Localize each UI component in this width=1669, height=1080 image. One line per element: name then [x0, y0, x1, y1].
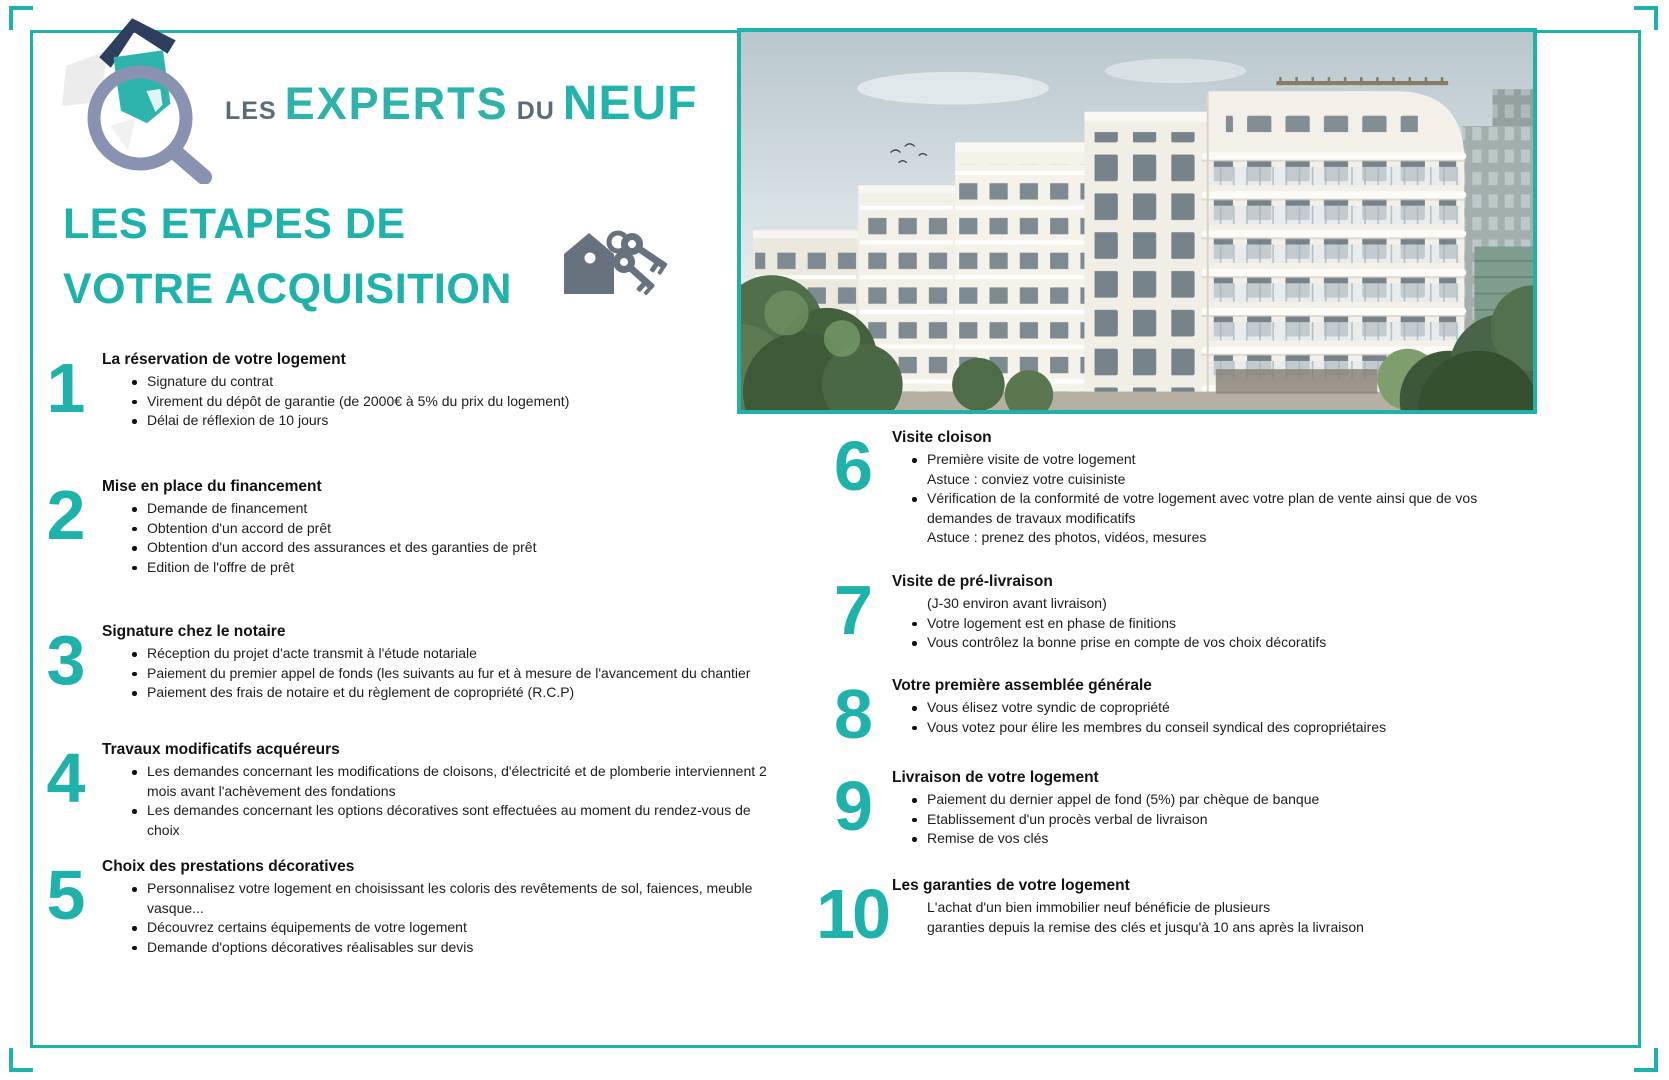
corner-bracket-bottom-right: [1634, 1048, 1658, 1072]
step-body: [92, 350, 782, 431]
page-title-line1: LES ETAPES DE: [63, 200, 406, 248]
bullet-dot-icon: [132, 672, 137, 677]
step-body: [889, 768, 1532, 849]
step-number: 8: [834, 675, 870, 753]
step-title: Les garanties de votre logement: [892, 877, 1130, 894]
step-item-text: Astuce : prenez des photos, vidéos, mesures: [927, 529, 1207, 545]
step-body: [889, 676, 1532, 737]
step-item-text: Votre logement est en phase de finitions: [927, 614, 1177, 631]
step: [40, 477, 840, 577]
step-item-text: Obtention d'un accord de prêt: [147, 519, 332, 536]
bullet-dot-icon: [132, 809, 137, 814]
step-item-text: Vous élisez votre syndic de copropriété: [927, 699, 1170, 715]
step-item-text: Les demandes concernant les options décoratives sont effectuées au moment du rendez-vous de choix: [147, 802, 751, 838]
step-item: [102, 918, 782, 938]
corner-bracket-top-left: [9, 6, 33, 30]
step-item-text: Paiement des frais de notaire et du règlement de copropriété (R.C.P): [147, 684, 575, 700]
step-title: Visite de pré-livraison: [892, 573, 1053, 590]
step-number: 5: [46, 856, 86, 934]
step: [40, 857, 840, 957]
step-item: [102, 411, 782, 431]
step-number: 6: [834, 427, 870, 505]
bullet-dot-icon: [132, 527, 137, 532]
step-item: [892, 614, 1532, 634]
step-item: [892, 633, 1532, 653]
step: [815, 572, 1560, 653]
step-item-text: Les demandes concernant les modifications de cloisons, d'électricité et de plomberie interviennent 2 mois avant l'achèvement des fondations: [147, 763, 767, 799]
logo-word-experts: EXPERTS: [284, 78, 509, 129]
logo-word-les: LES: [225, 97, 277, 125]
step-title: Mise en place du financement: [102, 478, 322, 495]
step-item-text: Personnalisez votre logement en choisissant les coloris des revêtements de sol, faiences, meuble vasque...: [147, 880, 753, 916]
step-item-text: Signature du contrat: [147, 373, 274, 389]
step-item: [892, 718, 1532, 738]
bullet-dot-icon: [912, 837, 917, 842]
step-item-text: L'achat d'un bien immobilier neuf bénéficie de plusieurs: [927, 899, 1271, 915]
bullet-dot-icon: [132, 652, 137, 657]
steps-column-left: [40, 0, 840, 1080]
bullet-dot-icon: [132, 400, 137, 405]
step-item-text: Astuce : conviez votre cuisiniste: [927, 470, 1126, 487]
step-item: [102, 538, 782, 558]
step-number: 7: [834, 571, 870, 649]
step-item: [102, 801, 782, 840]
bullet-dot-icon: [912, 706, 917, 711]
step-body: [889, 428, 1532, 548]
step-item: [892, 450, 1532, 470]
step-item-text: Vous contrôlez la bonne prise en compte de vos choix décoratifs: [927, 634, 1327, 650]
step-item: [102, 762, 782, 801]
step-body: [92, 477, 782, 577]
step: [40, 350, 840, 431]
logo-word-neuf: NEUF: [562, 77, 698, 130]
step-item: [892, 528, 1532, 548]
bullet-dot-icon: [912, 798, 917, 803]
step-item-text: Demande de financement: [147, 500, 308, 516]
step-item: [102, 392, 782, 412]
step-item: [102, 938, 782, 958]
bullet-dot-icon: [912, 497, 917, 502]
step: [40, 622, 840, 703]
step-item: [102, 664, 782, 684]
bullet-dot-icon: [132, 380, 137, 385]
bullet-dot-icon: [132, 770, 137, 775]
step: [815, 875, 1560, 953]
bullet-dot-icon: [132, 566, 137, 571]
step-number: 9: [834, 767, 870, 845]
step-item: [102, 558, 782, 578]
step-number: 10: [816, 875, 888, 953]
bullet-dot-icon: [912, 622, 917, 627]
step-item-text: Etablissement d'un procès verbal de livraison: [927, 810, 1208, 827]
step-item: [102, 519, 782, 539]
bullet-dot-icon: [912, 458, 917, 463]
step-title: Choix des prestations décoratives: [102, 858, 355, 875]
bullet-dot-icon: [132, 946, 137, 951]
step-number: 1: [46, 349, 86, 427]
step-title: Visite cloison: [892, 429, 992, 446]
bullet-dot-icon: [132, 887, 137, 892]
step-item-text: Vous votez pour élire les membres du conseil syndical des copropriétaires: [927, 718, 1387, 735]
step-number: 2: [46, 476, 86, 554]
step-item: [102, 499, 782, 519]
step-title: Votre première assemblée générale: [892, 677, 1152, 694]
corner-bracket-top-right: [1634, 6, 1658, 30]
step-body: [92, 740, 782, 840]
step-item: [892, 470, 1532, 490]
step-item: [892, 790, 1532, 810]
step-item-text: garanties depuis la remise des clés et jusqu'à 10 ans après la livraison: [927, 918, 1364, 935]
bullet-dot-icon: [132, 691, 137, 696]
step-item: [892, 810, 1532, 830]
step-title: La réservation de votre logement: [102, 351, 346, 368]
step-item-text: Edition de l'offre de prêt: [147, 558, 295, 575]
bullet-dot-icon: [912, 641, 917, 646]
step-item: [102, 644, 782, 664]
step-item-text: Remise de vos clés: [927, 830, 1049, 846]
step-item-text: (J-30 environ avant livraison): [927, 595, 1107, 611]
bullet-dot-icon: [132, 507, 137, 512]
step-item-text: Paiement du premier appel de fonds (les suivants au fur et à mesure de l'avancement du chantier: [147, 664, 751, 681]
step-item: [892, 898, 1532, 918]
bullet-dot-icon: [912, 818, 917, 823]
bullet-dot-icon: [132, 546, 137, 551]
page-title-line2: VOTRE ACQUISITION: [63, 265, 512, 313]
step-item-text: Première visite de votre logement: [927, 451, 1136, 467]
step-item-text: Obtention d'un accord des assurances et des garanties de prêt: [147, 539, 537, 555]
step: [40, 740, 840, 840]
step-item: [102, 372, 782, 392]
step-body: [889, 876, 1532, 937]
step-item: [892, 489, 1532, 528]
step-title: Signature chez le notaire: [102, 623, 286, 640]
step-item-text: Découvrez certains équipements de votre logement: [147, 919, 467, 935]
step-item-text: Délai de réflexion de 10 jours: [147, 412, 329, 428]
step-title: Travaux modificatifs acquéreurs: [102, 741, 340, 758]
step-item-text: Demande d'options décoratives réalisables sur devis: [147, 938, 474, 955]
step-item-text: Paiement du dernier appel de fond (5%) par chèque de banque: [927, 791, 1320, 807]
bullet-dot-icon: [132, 926, 137, 931]
bullet-dot-icon: [132, 419, 137, 424]
step-body: [92, 622, 782, 703]
bullet-dot-icon: [912, 726, 917, 731]
step-item: [892, 594, 1532, 614]
step-body: [92, 857, 782, 957]
step-item: [892, 698, 1532, 718]
step-item: [102, 683, 782, 703]
step: [815, 428, 1560, 548]
corner-bracket-bottom-left: [9, 1048, 33, 1072]
step-item-text: Vérification de la conformité de votre logement avec votre plan de vente ainsi que de vos demandes de travaux modificatifs: [927, 490, 1478, 526]
step-item: [102, 879, 782, 918]
step-number: 3: [46, 621, 86, 699]
step-title: Livraison de votre logement: [892, 769, 1099, 786]
step-number: 4: [46, 739, 86, 817]
step-item-text: Virement du dépôt de garantie (de 2000€ à 5% du prix du logement): [147, 392, 570, 409]
step-item: [892, 918, 1532, 938]
step: [815, 675, 1560, 753]
step: [815, 768, 1560, 849]
steps-column-right: [815, 0, 1560, 1080]
step-body: [889, 572, 1532, 653]
logo-word-du: DU: [516, 97, 555, 125]
step-item-text: Réception du projet d'acte transmit à l'étude notariale: [147, 645, 477, 661]
step-item: [892, 829, 1532, 849]
